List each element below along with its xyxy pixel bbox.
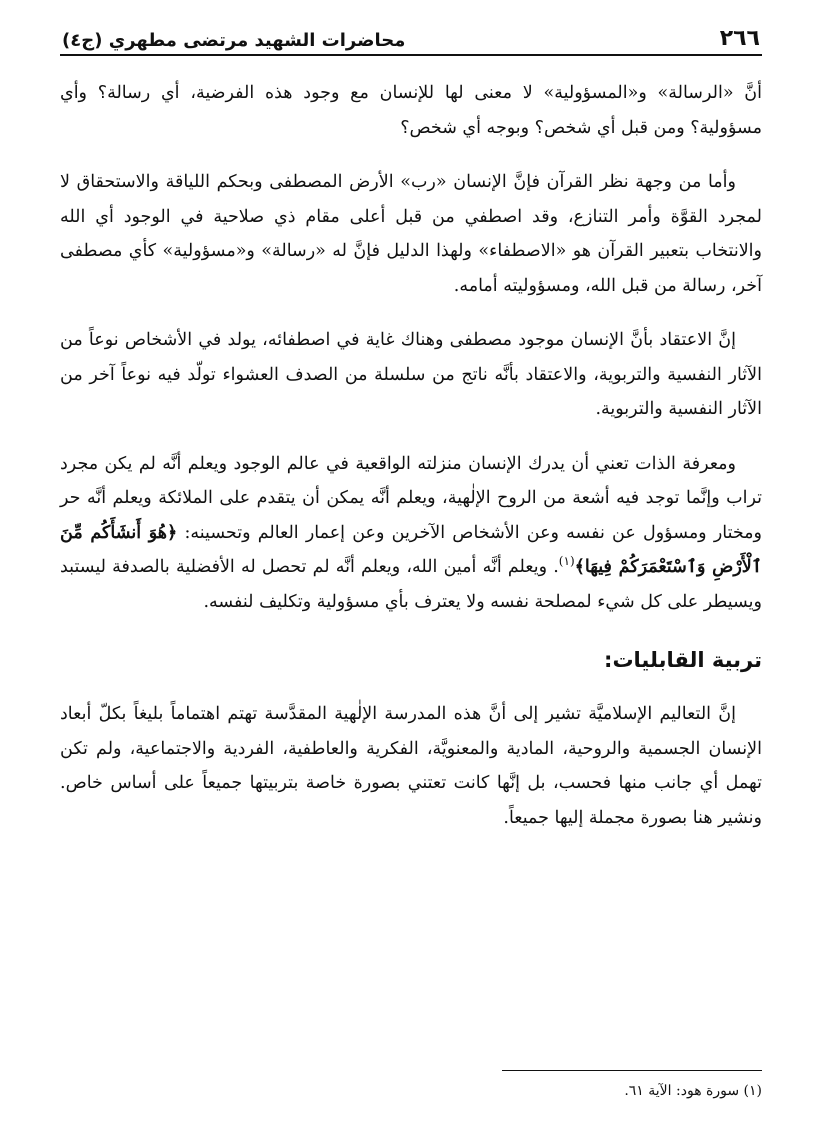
body-text	[60, 76, 762, 835]
book-page	[60, 22, 762, 1132]
paragraph-5: إنَّ التعاليم الإسلاميَّة تشير إلى أنَّ هذه المدرسة الإلٰهية المقدَّسة تهتم اهتماماً بليغاً بكلّ أبعاد الإنسان الجسمية والروحية، المادية والمعنويَّة، الفكرية والعاطفية، الفردية والاجتماعية، ولم تكن تهمل أي جانب منها فحسب، بل إنَّها كانت تعتني بصورة خاصة بتربيتها جميعاً على أساس خاص. ونشير هنا بصورة مجملة إليها جميعاً.	[60, 704, 762, 828]
paragraph-4-continuation: . ويعلم أنَّه أمين الله، ويعلم أنَّه لم تحصل له الأفضلية بالصدفة ليستبد ويسيطر على كل شيء لمصلحة نفسه ولا يعترف بأي مسؤولية وتكليف لنفسه.	[60, 557, 762, 612]
paragraph-2: وأما من وجهة نظر القرآن فإنَّ الإنسان «رب» الأرض المصطفى وبحكم اللياقة والاستحقاق لا لمجرد القوَّة وأمر التنازع، وقد اصطفي من قبل أعلى مقام ذي صلاحية في الوجود أي الله والانتخاب بتعبير القرآن هو «الاصطفاء» ولهذا الدليل فإنَّ له «رسالة» و«مسؤولية» كأي مصطفى آخر، رسالة من قبل الله، ومسؤوليته أمامه.	[60, 172, 762, 296]
page-number: ٢٦٦	[719, 26, 760, 51]
paragraph-4	[60, 447, 762, 620]
footnote-reference[interactable]: (١)	[558, 554, 575, 569]
paragraph-3: إنَّ الاعتقاد بأنَّ الإنسان موجود مصطفى وهناك غاية في اصطفائه، يولد في الأشخاص نوعاً من الآثار النفسية والتربوية، والاعتقاد بأنَّه ناتج من سلسلة من الصدف العشواء تولّد فيه نوعاً آخر من الآثار النفسية والتربوية.	[60, 330, 762, 419]
footnote-divider	[502, 1070, 762, 1071]
paragraph-1: أنَّ «الرسالة» و«المسؤولية» لا معنى لها للإنسان مع وجود هذه الفرضية، أي رسالة؟ وأي مسؤولية؟ ومن قبل أي شخص؟ وبوجه أي شخص؟	[60, 83, 762, 138]
section-heading: تربية القابليات:	[604, 648, 762, 672]
running-header	[60, 22, 762, 56]
quran-verse: ﴿هُوَ أَنشَأَكُم مِّنَ ٱلْأَرْضِ وَٱسْتَعْمَرَكُمْ فِيهَا﴾	[60, 522, 762, 577]
paragraph-4-text: ومعرفة الذات تعني أن يدرك الإنسان منزلته الواقعية في عالم الوجود ويعلم أنَّه لم يكن مجرد تراب وإنَّما توجد فيه أشعة من الروح الإلٰهية، ويعلم أنَّه يمكن أن يتقدم على الملائكة ويعلم أنَّه حر ومختار ومسؤول عن نفسه وعن الأشخاص الآخرين وعن إعمار العالم وتحسينه:	[60, 453, 762, 543]
book-title: محاضرات الشهيد مرتضى مطهري (ج٤)	[62, 30, 406, 51]
footnote: (١) سورة هود: الآية ٦١.	[624, 1083, 762, 1099]
